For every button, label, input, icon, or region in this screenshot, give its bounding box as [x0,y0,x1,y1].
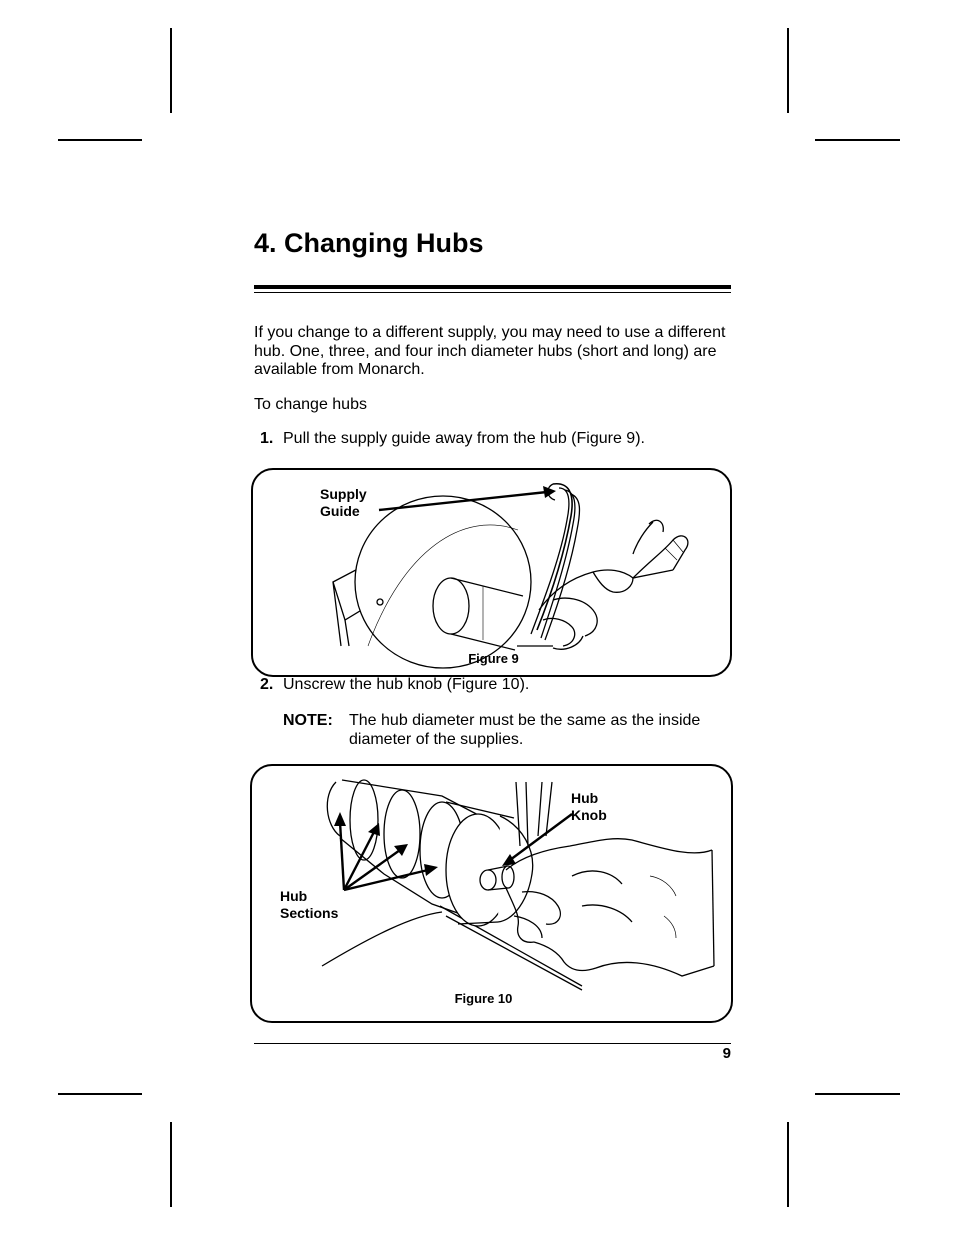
page-title: 4. Changing Hubs [254,228,484,258]
step-2 [260,676,529,695]
footer-rule [254,1043,731,1044]
crop-mark [170,28,172,113]
step-text: Unscrew the hub knob (Figure 10). [283,676,530,693]
crop-mark [58,139,142,141]
figure-10 [250,764,733,1023]
supply-guide-callout: Supply Guide [320,486,367,519]
crop-mark [815,1093,900,1095]
crop-mark [815,139,900,141]
crop-mark [170,1122,172,1207]
step-number: 2. [260,676,274,693]
lead-in-text: To change hubs [254,396,367,413]
title-rule-thin [254,292,731,293]
figure-caption: Figure 10 [454,991,513,1006]
intro-paragraph: If you change to a different supply, you may need to use a different hub. One, three, and four inch diameter hubs (short and long) are available from Monarch. [254,324,726,378]
crop-mark [58,1093,142,1095]
crop-mark [787,1122,789,1207]
note-label: NOTE: [283,712,333,729]
crop-mark [787,28,789,113]
figure-9 [251,468,732,677]
title-rule [254,285,731,289]
step-number: 1. [260,430,274,447]
figure-caption: Figure 9 [468,651,519,666]
step-text: Pull the supply guide away from the hub (Figure 9). [283,430,645,447]
hub-sections-callout: Hub Sections [280,888,339,921]
note-text: The hub diameter must be the same as the inside diameter of the supplies. [349,712,701,748]
step-1 [260,430,645,449]
page-number: 9 [722,1045,731,1062]
hub-knob-callout: Hub Knob [571,790,607,823]
